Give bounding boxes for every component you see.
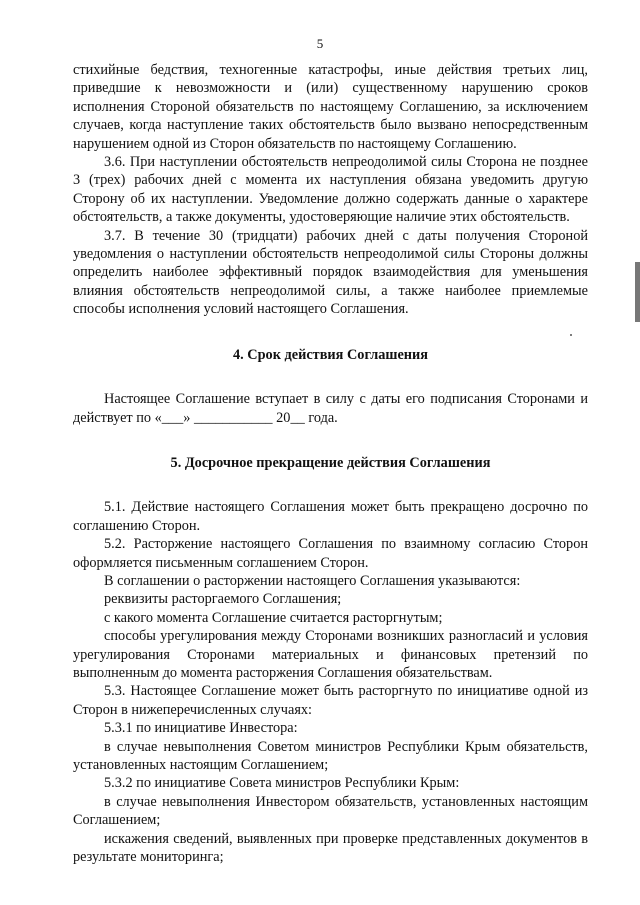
- paragraph-3-6: 3.6. При наступлении обстоятельств непреодолимой силы Сторона не позднее 3 (трех) рабочих дней с момента их наступления обязана уведомить другую Сторону об их наступлении. Уведомление должно содержать данные о характере обстоятельств, а также документы, удостоверяющие наличие этих обстоятельств.: [73, 154, 588, 226]
- scan-edge-mark: [635, 262, 640, 322]
- paragraph-5-2: 5.2. Расторжение настоящего Соглашения по взаимному согласию Сторон оформляется письменным соглашением Сторон.: [73, 536, 588, 571]
- list-item-council-failure: в случае невыполнения Советом министров Республики Крым обязательств, установленных настоящим Соглашением;: [73, 738, 588, 773]
- paragraph-5-3-2: 5.3.2 по инициативе Совета министров Республики Крым:: [104, 775, 460, 792]
- list-item-requisites: реквизиты расторгаемого Соглашения;: [104, 591, 342, 608]
- paragraph-4-term: Настоящее Соглашение вступает в силу с даты его подписания Сторонами и действует по «___» ___________ 20__ года.: [73, 391, 588, 426]
- list-item-data-distortion: искажения сведений, выявленных при проверке представленных документов в результате мониторинга;: [73, 830, 588, 866]
- section-5-heading: 5. Досрочное прекращение действия Соглашения: [170, 454, 491, 471]
- paragraph-5-2-intro: В соглашении о расторжении настоящего Соглашения указываются:: [104, 572, 521, 589]
- paragraph-3-7: 3.7. В течение 30 (тридцати) рабочих дней с даты получения Стороной уведомления о наступлении обстоятельств непреодолимой силы Стороны должны определить наиболее эффективный порядок взаимодействия для уменьшения влияния обстоятельств непреодолимой силы, а также наиболее приемлемые способы исполнения условий настоящего Соглашения.: [73, 227, 588, 318]
- paragraph-5-1: 5.1. Действие настоящего Соглашения может быть прекращено досрочно по соглашению Сторон.: [73, 499, 588, 534]
- section-4-heading: 4. Срок действия Соглашения: [232, 346, 429, 363]
- scan-dot-mark: [570, 334, 572, 336]
- page-number: 5: [316, 36, 324, 51]
- list-item-moment: с какого момента Соглашение считается расторгнутым;: [104, 609, 443, 626]
- paragraph-force-majeure-end: стихийные бедствия, техногенные катастрофы, иные действия третьих лиц, приведшие к невозможности и (или) существенному нарушению сроков исполнения Стороной обязательств по настоящему Соглашению, за исключением случаев, когда наступление таких обстоятельств было вызвано непосредственным нарушением одной из Сторон обязательств по настоящему Соглашению.: [73, 62, 588, 152]
- list-item-investor-failure: в случае невыполнения Инвестором обязательств, установленных настоящим Соглашением;: [73, 793, 588, 829]
- list-item-settlement: способы урегулирования между Сторонами возникших разногласий и условия урегулирования Сторонами материальных и финансовых претензий по выполненным до момента расторжения Соглашения обязательствам.: [73, 628, 588, 681]
- paragraph-5-3-1: 5.3.1 по инициативе Инвестора:: [104, 720, 298, 737]
- document-body: [73, 61, 588, 866]
- paragraph-5-3: 5.3. Настоящее Соглашение может быть расторгнуто по инициативе одной из Сторон в нижеперечисленных случаях:: [73, 683, 588, 718]
